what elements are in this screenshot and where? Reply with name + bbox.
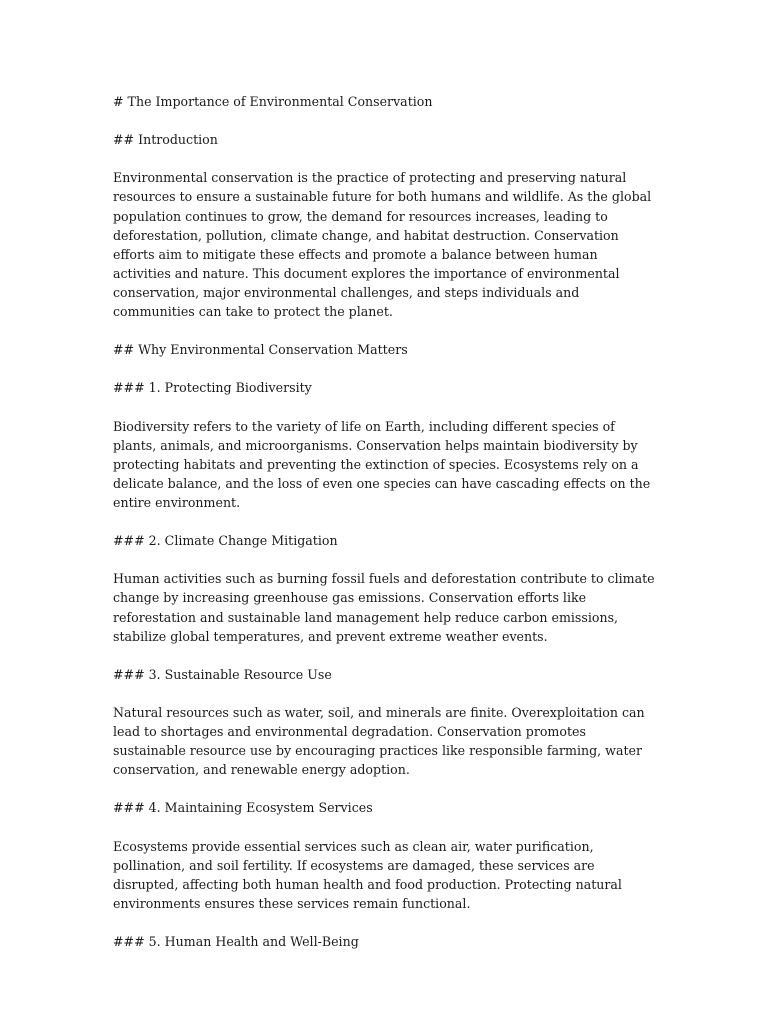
document-title: # The Importance of Environmental Conservation (113, 94, 433, 109)
subsection-heading-human-health: ### 5. Human Health and Well-Being (113, 934, 359, 950)
subsection-heading-climate-change: ### 2. Climate Change Mitigation (113, 533, 338, 549)
subsection-heading-ecosystem-services: ### 4. Maintaining Ecosystem Services (113, 800, 373, 816)
climate-change-paragraph: Human activities such as burning fossil fuels and deforestation contribute to climate change by increasing greenhouse gas emissions. Conservation efforts like reforestation and sustainable land management help reduce carbon emissions, stabilize global temperatures, and prevent extreme weather events. (113, 571, 655, 644)
subsection-heading-resource-use: ### 3. Sustainable Resource Use (113, 666, 332, 682)
introduction-paragraph: Environmental conservation is the practice of protecting and preserving natural resources to ensure a sustainable future for both humans and wildlife. As the global population continues to grow, the demand for resources increases, leading to deforestation, pollution, climate change, and habitat destruction. Conservation efforts aim to mitigate these effects and promote a balance between human activities and nature. This document explores the importance of environmental conservation, major environmental challenges, and steps individuals and communities can take to protect the planet. (113, 170, 652, 320)
biodiversity-paragraph: Biodiversity refers to the variety of life on Earth, including different species of plants, animals, and microorganisms. Conservation helps maintain biodiversity by protecting habitats and preventing the extinction of species. Ecosystems rely on a delicate balance, and the loss of even one species can have cascading effects on the entire environment. (113, 418, 651, 510)
document-page (113, 92, 658, 970)
resource-use-paragraph: Natural resources such as water, soil, and minerals are finite. Overexploitation can lead to shortages and environmental degradation. Conservation promotes sustainable resource use by encouraging practices like responsible farming, water conservation, and renewable energy adoption. (113, 705, 645, 778)
section-heading-why-conservation-matters: ## Why Environmental Conservation Matters (113, 342, 408, 358)
subsection-heading-biodiversity: ### 1. Protecting Biodiversity (113, 380, 312, 396)
ecosystem-services-paragraph: Ecosystems provide essential services such as clean air, water purification, pollination, and soil fertility. If ecosystems are damaged, these services are disrupted, affecting both human health and food production. Protecting natural environments ensures these services remain functional. (113, 838, 622, 911)
section-heading-introduction: ## Introduction (113, 132, 218, 148)
